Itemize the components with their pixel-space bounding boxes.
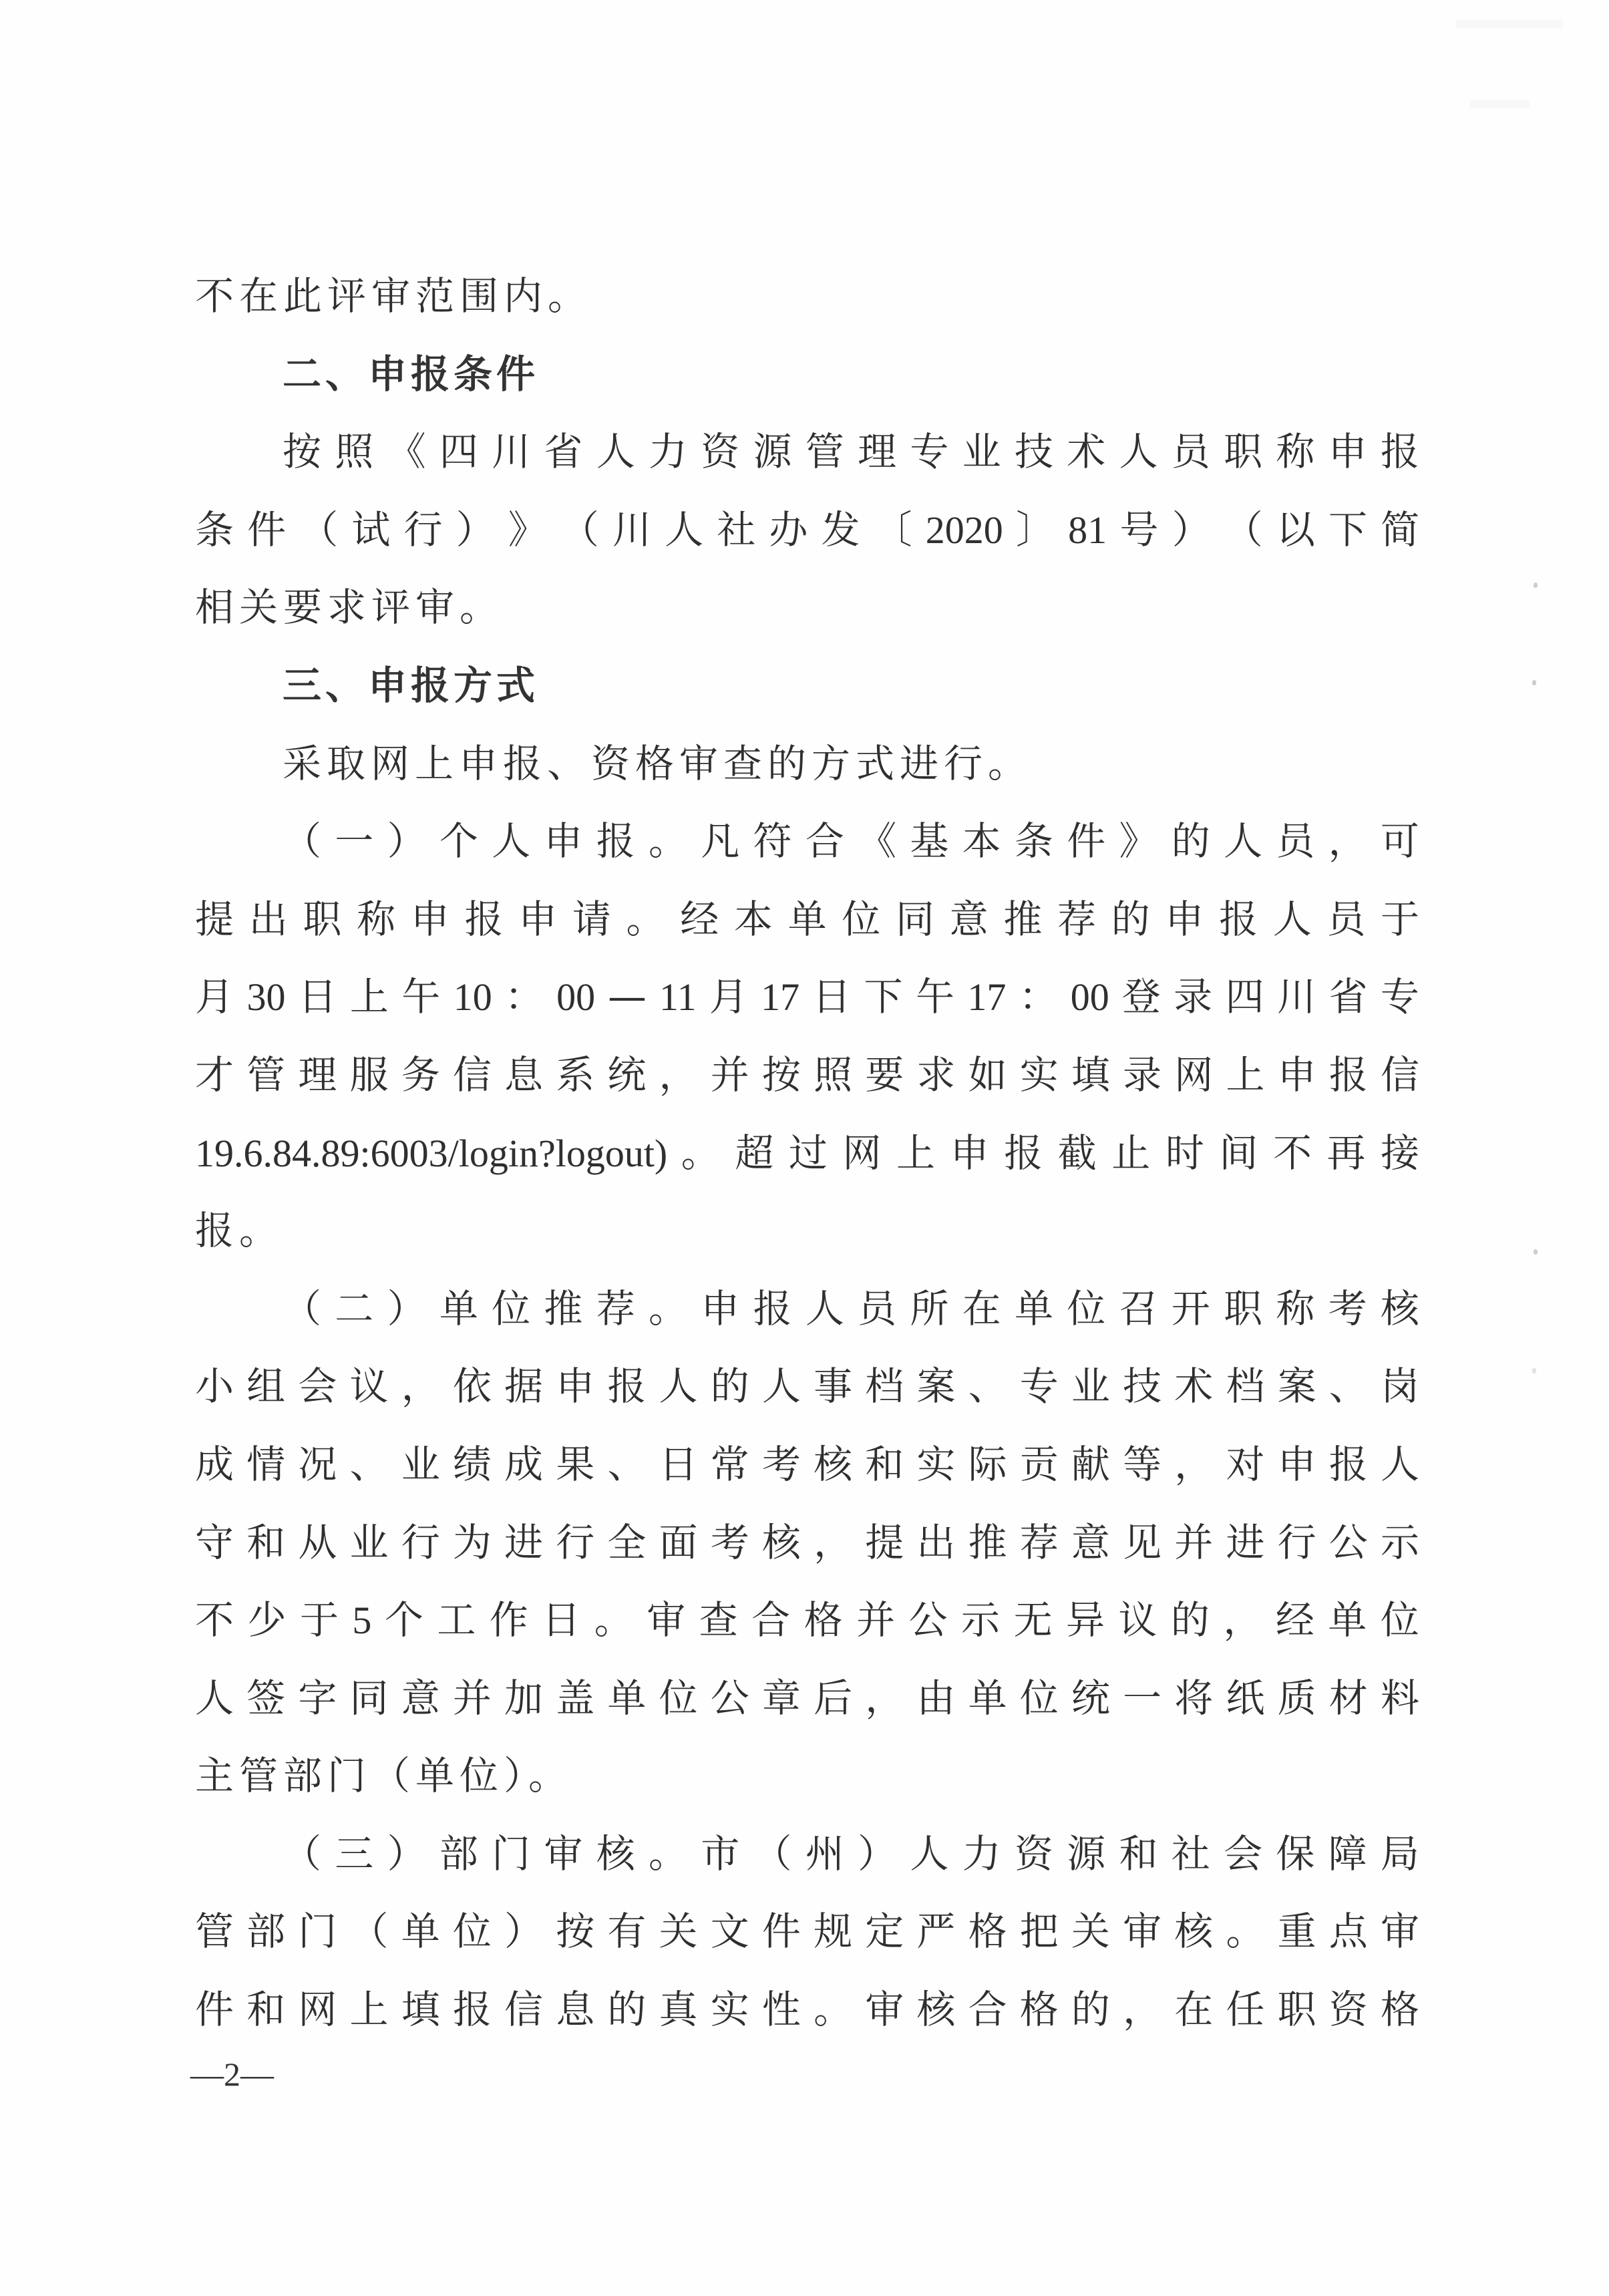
text-line: 件 和 网 上 填 报 信 息 的 真 实 性 。 审 核 合 格 的 ， 在 任 职 资 格: [195, 1987, 1419, 2033]
url-text-line: 19.6.84.89:6003/login?logout) 。 超 过 网 上 申 报 截 止 时 间 不 再 接: [195, 1130, 1419, 1176]
text-line: 月 30 日 上 午 10 ： 00 — 11 月 17 日 下 午 17 ： 00 登 录 四 川 省 专: [195, 974, 1419, 1020]
scan-speck: [1532, 1368, 1536, 1373]
scan-speck: [1534, 583, 1538, 588]
text-line: 条 件 （ 试 行 ） 》 （ 川 人 社 办 发 〔 2020 〕 81 号 ） （ 以 下 简: [195, 506, 1419, 552]
text-line: 才 管 理 服 务 信 息 系 统 ， 并 按 照 要 求 如 实 填 录 网 上 申 报 信: [195, 1051, 1419, 1098]
text-line: 不在此评审范围内。: [195, 273, 592, 319]
scan-speck: [1532, 680, 1536, 685]
scan-bleed-mark: [1456, 20, 1563, 28]
text-line: 提 出 职 称 申 报 申 请 。 经 本 单 位 同 意 推 荐 的 申 报 人 员 于: [195, 896, 1419, 942]
page-number: —2—: [190, 2056, 274, 2093]
text-line: 主管部门（单位）。: [195, 1753, 573, 1799]
section-heading: 三、申报方式: [283, 662, 540, 708]
text-line: 人 签 字 同 意 并 加 盖 单 位 公 章 后 ， 由 单 位 统 一 将 纸 质 材 料: [195, 1675, 1419, 1721]
scan-bleed-mark: [1469, 100, 1530, 108]
text-line: 守 和 从 业 行 为 进 行 全 面 考 核 ， 提 出 推 荐 意 见 并 进 行 公 示: [195, 1519, 1419, 1565]
text-line: （ 二 ） 单 位 推 荐 。 申 报 人 员 所 在 单 位 召 开 职 称 考 核: [283, 1285, 1419, 1331]
body-text: [195, 257, 1419, 2049]
text-line: 按 照 《 四 川 省 人 力 资 源 管 理 专 业 技 术 人 员 职 称 申 报: [283, 429, 1419, 475]
text-line: 不 少 于 5 个 工 作 日 。 审 查 合 格 并 公 示 无 异 议 的 ， 经 单 位: [195, 1597, 1419, 1643]
text-line: 小 组 会 议 ， 依 据 申 报 人 的 人 事 档 案 、 专 业 技 术 档 案 、 岗: [195, 1363, 1419, 1410]
text-line: 成 情 况 、 业 绩 成 果 、 日 常 考 核 和 实 际 贡 献 等 ， 对 申 报 人: [195, 1441, 1419, 1487]
text-line: （ 三 ） 部 门 审 核 。 市 （ 州 ） 人 力 资 源 和 社 会 保 障 局: [283, 1830, 1419, 1876]
section-heading: 二、申报条件: [283, 351, 540, 397]
text-line: 报。: [195, 1208, 284, 1254]
scan-speck: [1534, 1249, 1538, 1255]
text-line: 相关要求评审。: [195, 585, 504, 631]
text-line: 管 部 门 （ 单 位 ） 按 有 关 文 件 规 定 严 格 把 关 审 核 。 重 点 审: [195, 1909, 1419, 1955]
text-line: 采取网上申报、资格审查的方式进行。: [283, 740, 1033, 786]
text-line: （ 一 ） 个 人 申 报 。 凡 符 合 《 基 本 条 件 》 的 人 员 ， 可: [283, 818, 1419, 864]
